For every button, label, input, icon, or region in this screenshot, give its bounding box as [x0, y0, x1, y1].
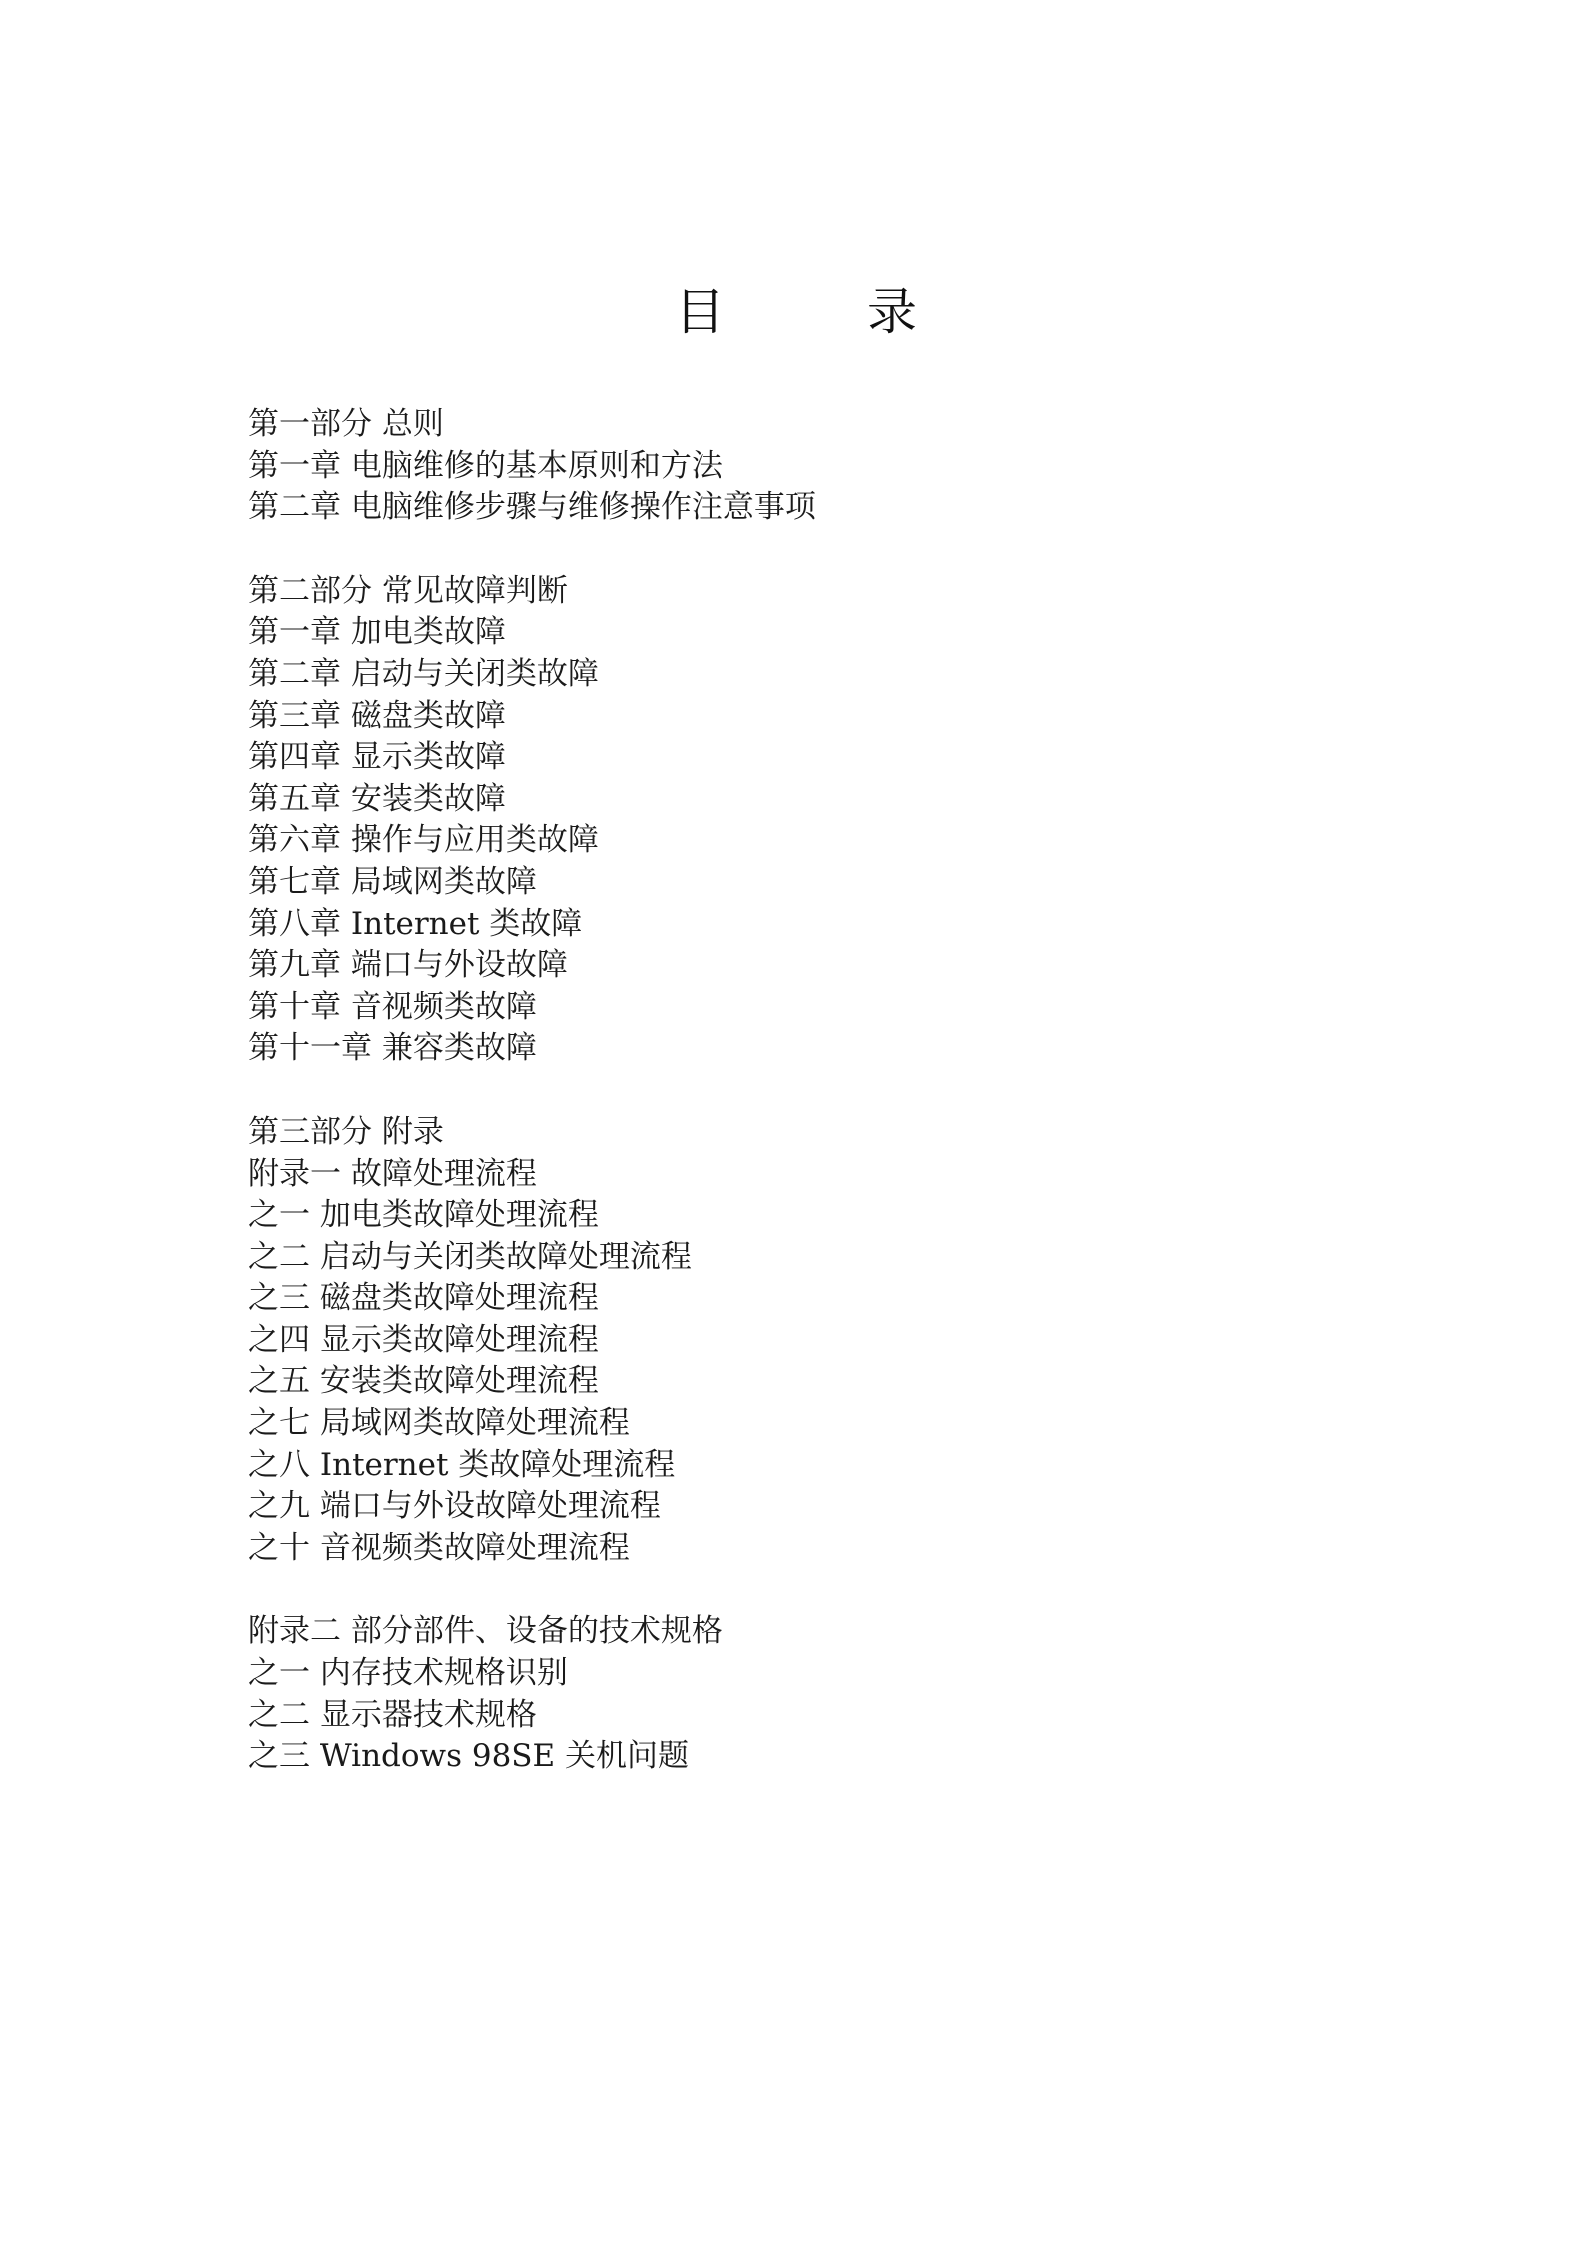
- table-of-contents: [248, 404, 1498, 1820]
- toc-entry: 第七章 局域网类故障: [248, 863, 537, 900]
- toc-entry: 之九 端口与外设故障处理流程: [248, 1488, 661, 1525]
- toc-entry: 第六章 操作与应用类故障: [248, 822, 599, 859]
- toc-entry: 第八章 Internet 类故障: [248, 905, 583, 942]
- toc-entry: 之七 局域网类故障处理流程: [248, 1405, 630, 1442]
- toc-entry: 之五 安装类故障处理流程: [248, 1363, 599, 1400]
- toc-entry: 之三 Windows 98SE 关机问题: [248, 1738, 690, 1775]
- toc-entry: 之十 音视频类故障处理流程: [248, 1529, 630, 1566]
- toc-entry: 第二章 电脑维修步骤与维修操作注意事项: [248, 489, 816, 526]
- toc-entry: 第一部分 总则: [248, 406, 444, 442]
- toc-entry: 第三章 磁盘类故障: [248, 697, 506, 734]
- toc-entry: 第五章 安装类故障: [248, 780, 506, 817]
- toc-entry: 第十一章 兼容类故障: [248, 1030, 537, 1067]
- toc-entry: 附录二 部分部件、设备的技术规格: [248, 1613, 723, 1650]
- toc-group: [248, 1611, 1498, 1777]
- toc-title-part1: 目: [675, 283, 727, 341]
- toc-title-part2: 录: [867, 283, 919, 341]
- toc-title: [0, 282, 1594, 342]
- toc-entry: 之二 启动与关闭类故障处理流程: [248, 1238, 692, 1275]
- toc-entry: 第一章 加电类故障: [248, 614, 506, 651]
- toc-group: [248, 404, 1498, 529]
- toc-entry: 第九章 端口与外设故障: [248, 947, 568, 984]
- toc-entry: 之四 显示类故障处理流程: [248, 1321, 599, 1358]
- toc-group: [248, 571, 1498, 1070]
- toc-entry: 之三 磁盘类故障处理流程: [248, 1280, 599, 1317]
- toc-entry: 第四章 显示类故障: [248, 739, 506, 776]
- toc-entry: 之一 内存技术规格识别: [248, 1655, 568, 1692]
- toc-entry: 第二部分 常见故障判断: [248, 572, 568, 609]
- toc-group: [248, 1112, 1498, 1570]
- toc-entry: 附录一 故障处理流程: [248, 1155, 537, 1192]
- toc-entry: 第一章 电脑维修的基本原则和方法: [248, 447, 723, 484]
- toc-entry: 第二章 启动与关闭类故障: [248, 655, 599, 692]
- toc-entry: 第三部分 附录: [248, 1113, 444, 1150]
- toc-entry: 之二 显示器技术规格: [248, 1696, 537, 1733]
- toc-entry: 之八 Internet 类故障处理流程: [248, 1446, 676, 1483]
- toc-entry: 之一 加电类故障处理流程: [248, 1197, 599, 1234]
- toc-entry: 第十章 音视频类故障: [248, 988, 537, 1025]
